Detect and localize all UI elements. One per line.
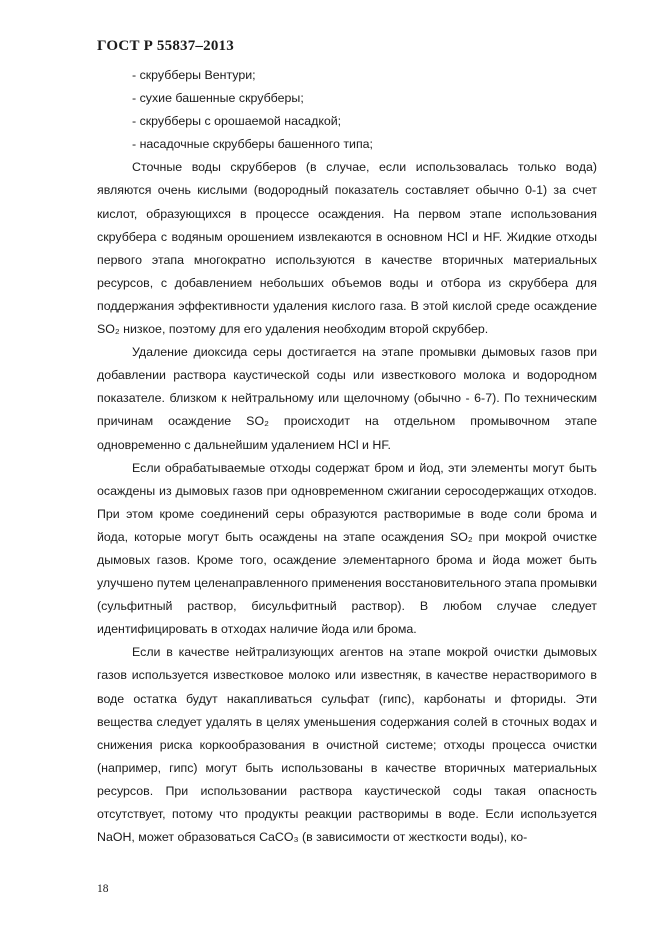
paragraph: Если в качестве нейтрализующих агентов на этапе мокрой очистки дымовых газов используется известковое молоко или известняк, в качестве нерастворимого в воде остатка будут накапливаться сульфат (гипс), карбонаты и фториды. Эти вещества следует удалять в целях уменьшения содержания солей в сточных водах и снижения риска коркообразования в очистной системе; отходы процесса очистки (например, гипс) могут быть использованы в качестве вторичных материальных ресурсов. При использовании раствора каустической соды такая опасность отсутствует, потому что продукты реакции растворимы в воде. Если используется NaOH, может образоваться CaCO₃ (в зависимости от жесткости воды), ко- [97, 645, 597, 845]
paragraph: Если обрабатываемые отходы содержат бром и йод, эти элементы могут быть осаждены из дымовых газов при одновременном сжигании серосодержащих отходов. При этом кроме соединений серы образуются растворимые в воде соли брома и йода, которые могут быть осаждены на этапе осаждения SO₂ при мокрой очистке дымовых газов. Кроме того, осаждение элементарного брома и йода может быть улучшено путем целенаправленного применения восстановительного этапа промывки (сульфитный раствор, бисульфитный раствор). В любом случае следует идентифицировать в отходах наличие йода или брома. [97, 460, 597, 637]
page-number: 18 [97, 883, 109, 895]
paragraph: Сточные воды скрубберов (в случае, если использовалась только вода) являются очень кислыми (водородный показатель составляет обычно 0-1) за счет кислот, образующихся в процессе осаждения. На первом этапе использования скруббера с водяным орошением извлекаются в основном HCl и HF. Жидкие отходы первого этапа многократно используются в качестве вторичных материальных ресурсов, с добавлением небольших объемов воды и отбора из скруббера для поддержания эффективности удаления кислого газа. В этой кислой среде осаждение SO₂ низкое, поэтому для его удаления необходим второй скруббер. [97, 160, 597, 337]
document-body [97, 64, 597, 849]
bullet-item: - насадочные скрубберы башенного типа; [132, 137, 373, 152]
paragraph: Удаление диоксида серы достигается на этапе промывки дымовых газов при добавлении раствора каустической соды или известкового молока и водородном показателе. близком к нейтральному или щелочному (обычно - 6-7). По техническим причинам осаждение SO₂ происходит на отдельном промывочном этапе одновременно с дальнейшим удалением HCl и HF. [97, 345, 597, 452]
bullet-item: - сухие башенные скрубберы; [132, 91, 304, 106]
document-header: ГОСТ Р 55837–2013 [97, 38, 234, 54]
bullet-item: - скрубберы с орошаемой насадкой; [132, 114, 342, 129]
bullet-item: - скрубберы Вентури; [132, 68, 256, 82]
